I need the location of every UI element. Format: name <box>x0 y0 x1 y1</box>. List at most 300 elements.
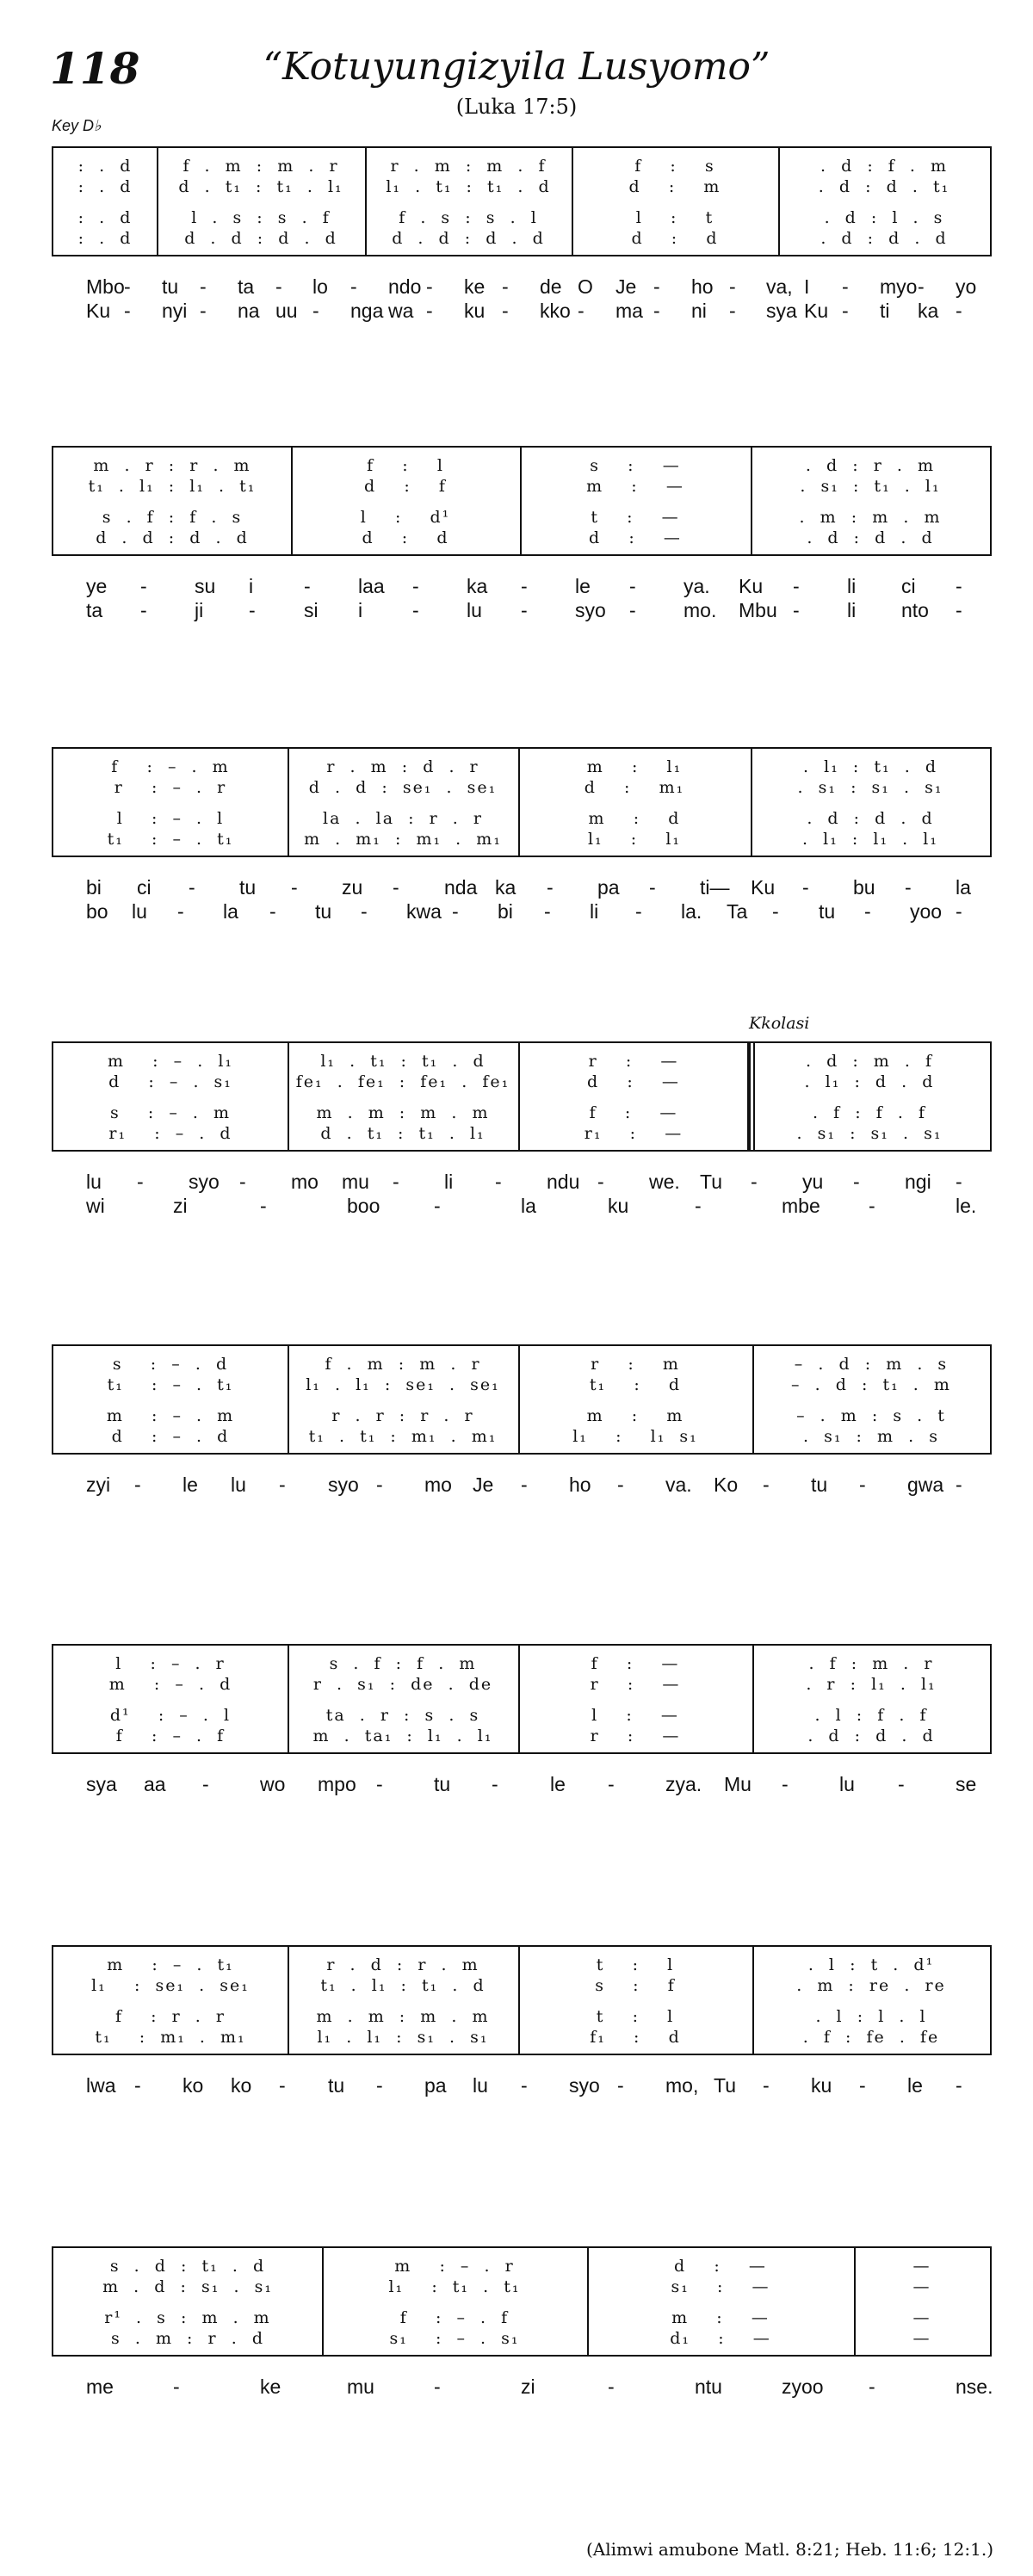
lyric-syllable: I <box>804 275 810 298</box>
solfa-notes: . d : r . m <box>805 456 936 475</box>
lyric-syllable: mo. <box>684 599 717 621</box>
lyric-syllable: kwa <box>406 900 442 923</box>
lyric-syllable: zyi <box>86 1473 111 1496</box>
voice-line <box>53 2257 990 2276</box>
lyric-syllable: lo <box>312 275 328 298</box>
lyric-syllable: gwa <box>907 1473 944 1496</box>
lyric-syllable: nda <box>444 876 478 899</box>
solfa-notes: s . f : f . s <box>102 508 243 527</box>
solfa-notes: : . d <box>77 229 133 248</box>
solfa-notes: l : t <box>635 208 714 227</box>
solfa-notes: d : – . s₁ <box>108 1072 232 1091</box>
lyric-syllable: - <box>905 876 912 899</box>
solfa-notes: : . d <box>77 208 133 227</box>
key-signature: Key D♭ <box>52 117 102 134</box>
solfa-notes: m : – . t₁ <box>107 1955 234 1974</box>
lyric-syllable: zi <box>521 2375 535 2398</box>
lyric-syllable: Tu <box>714 2074 736 2097</box>
solfa-notes: . f : f . f <box>813 1103 926 1122</box>
lyric-syllable: - <box>729 275 736 298</box>
lyric-syllable: - <box>304 575 311 597</box>
solfa-notes: s . m : r . d <box>111 2329 264 2348</box>
solfa-notes: : . d <box>77 157 133 176</box>
voice-line <box>53 2028 990 2047</box>
solfa-notes: m : l₁ <box>586 757 683 776</box>
lyric-syllable: bu <box>853 876 875 899</box>
lyric-syllable: ndo <box>388 275 422 298</box>
lyric-syllable: - <box>956 1473 962 1496</box>
lyric-syllable: Mbo <box>86 275 125 298</box>
lyric-syllable: ta <box>86 599 103 621</box>
hymn-title: “Kotuyungizyila Lusyomo” <box>263 45 770 89</box>
solfa-notes: f : – . f <box>399 2308 510 2327</box>
lyric-syllable: la <box>956 876 971 899</box>
lyric-syllable: nga <box>350 300 384 322</box>
solfa-notes: . l₁ : l₁ . l₁ <box>802 830 938 849</box>
lyric-syllable: - <box>695 1195 702 1217</box>
lyric-syllable: syo <box>575 599 606 621</box>
music-system <box>52 2246 992 2357</box>
lyric-syllable: - <box>793 599 800 621</box>
lyric-syllable: - <box>898 1773 905 1795</box>
solfa-notes: l₁ . t₁ : t₁ . d <box>320 1052 486 1071</box>
lyric-syllable: - <box>918 275 925 298</box>
lyric-syllable: - <box>434 1195 441 1217</box>
lyric-syllable: - <box>772 900 779 923</box>
solfa-notes: l . s : s . f <box>191 208 331 227</box>
lyric-syllable: - <box>134 2074 141 2097</box>
solfa-notes: s : f <box>595 1976 676 1995</box>
solfa-notes: l₁ : t₁ . t₁ <box>388 2277 521 2296</box>
lyric-syllable: - <box>502 300 509 322</box>
music-system <box>52 446 992 556</box>
lyric-syllable: - <box>426 300 433 322</box>
lyric-syllable: - <box>635 900 642 923</box>
solfa-notes: r . d : r . m <box>326 1955 479 1974</box>
lyric-syllable: Je <box>473 1473 494 1496</box>
music-system <box>52 747 992 857</box>
solfa-notes: . s₁ : s₁ . s₁ <box>797 778 943 797</box>
lyric-syllable: ta <box>238 275 255 298</box>
solfa-notes: r . m : d . r <box>326 757 479 776</box>
lyric-syllable: Tu <box>700 1171 722 1193</box>
solfa-notes: d : — <box>589 528 682 547</box>
lyric-syllable: - <box>782 1773 789 1795</box>
solfa-notes: – . m : s . t <box>796 1406 946 1425</box>
lyric-syllable: wa <box>388 300 414 322</box>
lyric-syllable: syo <box>569 2074 600 2097</box>
solfa-notes: m : d <box>588 809 681 828</box>
voice-line <box>53 1124 990 1143</box>
solfa-notes: l₁ : se₁ . se₁ <box>91 1976 250 1995</box>
lyric-syllable: mbe <box>782 1195 820 1217</box>
lyric-syllable: - <box>629 599 636 621</box>
lyric-syllable: Ta <box>727 900 748 923</box>
voice-line <box>53 2277 990 2296</box>
voice-line <box>53 177 990 196</box>
solfa-notes: m . r : r . m <box>93 456 251 475</box>
solfa-notes: . l : f . f <box>814 1706 928 1725</box>
solfa-notes: r : – . r <box>114 778 227 797</box>
solfa-notes: d . d : se₁ . se₁ <box>308 778 498 797</box>
lyric-syllable: bi <box>86 876 102 899</box>
solfa-notes: d : — <box>587 1072 680 1091</box>
lyric-syllable: - <box>956 1171 962 1193</box>
lyric-syllable: yoo <box>910 900 943 923</box>
lyric-syllable: syo <box>328 1473 359 1496</box>
solfa-notes: t₁ . l₁ : t₁ . d <box>320 1976 486 1995</box>
solfa-notes: m . m₁ : m₁ . m₁ <box>304 830 502 849</box>
voice-line <box>53 1727 990 1745</box>
solfa-notes: . m : re . re <box>796 1976 946 1995</box>
lyric-syllable: - <box>956 575 962 597</box>
lyric-syllable: yo <box>956 275 977 298</box>
lyric-syllable: - <box>376 1773 383 1795</box>
lyric-syllable: ti— <box>700 876 730 899</box>
lyric-syllable: Ko <box>714 1473 739 1496</box>
solfa-notes: t₁ . l₁ : l₁ . t₁ <box>88 477 257 496</box>
lyric-syllable: boo <box>347 1195 380 1217</box>
lyric-syllable: le <box>907 2074 923 2097</box>
lyric-syllable: Ku <box>751 876 776 899</box>
solfa-notes: l₁ : l₁ <box>587 830 682 849</box>
solfa-notes: t₁ : d <box>589 1375 682 1394</box>
solfa-notes: f . m : m . r <box>325 1355 481 1374</box>
solfa-notes: . l₁ : d . d <box>804 1072 935 1091</box>
lyric-syllable: ma <box>615 300 643 322</box>
lyric-syllable: pa <box>424 2074 447 2097</box>
solfa-notes: s : – . m <box>109 1103 232 1122</box>
solfa-notes: . d : d . d <box>807 528 934 547</box>
lyric-syllable: - <box>859 2074 866 2097</box>
lyric-syllable: si <box>304 599 319 621</box>
solfa-notes: f₁ : d <box>590 2028 681 2047</box>
lyric-syllable: - <box>608 1773 615 1795</box>
lyric-syllable: ci <box>901 575 916 597</box>
voice-line <box>53 477 990 496</box>
solfa-notes: t : l <box>596 1955 675 1974</box>
solfa-notes: m : — <box>671 2308 770 2327</box>
lyric-line <box>0 1473 1033 1498</box>
lyric-syllable: - <box>793 575 800 597</box>
lyric-syllable: - <box>495 1171 502 1193</box>
lyric-syllable: - <box>629 575 636 597</box>
lyric-syllable: nyi <box>162 300 188 322</box>
lyric-syllable: la. <box>681 900 702 923</box>
solfa-notes: s . f : f . m <box>329 1654 477 1673</box>
solfa-notes: m : – . m <box>106 1406 235 1425</box>
voice-line <box>53 1675 990 1694</box>
voice-line <box>53 208 990 227</box>
solfa-notes: . d : f . m <box>820 157 949 176</box>
lyric-syllable: lu <box>467 599 482 621</box>
lyric-syllable: - <box>140 599 147 621</box>
solfa-notes: s : — <box>590 456 681 475</box>
lyric-syllable: su <box>195 575 216 597</box>
voice-line <box>53 1976 990 1995</box>
lyric-syllable: ya. <box>684 575 710 597</box>
lyric-syllable: le. <box>956 1195 977 1217</box>
solfa-notes: f . m : m . r <box>182 157 339 176</box>
lyric-syllable: - <box>547 876 554 899</box>
solfa-notes: r₁ : – . d <box>108 1124 232 1143</box>
solfa-notes: l : – . r <box>115 1654 226 1673</box>
lyric-syllable: - <box>521 2074 528 2097</box>
solfa-notes: l : – . l <box>116 809 225 828</box>
lyric-syllable: - <box>312 300 319 322</box>
solfa-notes: d . d : d . d <box>392 229 545 248</box>
solfa-notes: s₁ : – . s₁ <box>389 2329 520 2348</box>
lyric-syllable: - <box>249 599 256 621</box>
lyric-syllable: - <box>361 900 368 923</box>
voice-line <box>53 778 990 797</box>
lyric-syllable: - <box>842 300 849 322</box>
lyric-syllable: ka <box>918 300 939 322</box>
lyric-syllable: - <box>521 575 528 597</box>
lyric-syllable: la <box>223 900 238 923</box>
lyric-syllable: - <box>177 900 184 923</box>
solfa-notes: . l : t . d¹ <box>807 1955 935 1974</box>
solfa-notes: d . d : d . d <box>96 528 249 547</box>
lyric-syllable: zyoo <box>782 2375 824 2398</box>
lyric-syllable: Mbu <box>739 599 777 621</box>
lyric-syllable: wi <box>86 1195 105 1217</box>
lyric-syllable: tu <box>328 2074 345 2097</box>
lyric-syllable: kko <box>540 300 571 322</box>
voice-line <box>53 1072 990 1091</box>
lyric-syllable: de <box>540 275 562 298</box>
solfa-notes: ta . r : s . s <box>325 1706 480 1725</box>
solfa-notes: t₁ : – . t₁ <box>107 1375 234 1394</box>
solfa-notes: — <box>912 2308 931 2327</box>
lyric-syllable: - <box>763 1473 770 1496</box>
lyric-syllable: mo <box>424 1473 452 1496</box>
voice-line <box>53 229 990 248</box>
voice-line <box>53 1406 990 1425</box>
lyric-syllable: - <box>137 1171 144 1193</box>
voice-line <box>53 2308 990 2327</box>
lyric-syllable: - <box>869 1195 875 1217</box>
solfa-notes: r : — <box>588 1052 679 1071</box>
lyric-line <box>0 876 1033 900</box>
music-system <box>52 146 992 256</box>
lyric-syllable: - <box>140 575 147 597</box>
solfa-notes: s : – . d <box>112 1355 229 1374</box>
lyric-syllable: - <box>544 900 551 923</box>
lyric-syllable: - <box>617 1473 624 1496</box>
lyric-syllable: - <box>275 275 282 298</box>
lyric-syllable: mo, <box>665 2074 699 2097</box>
solfa-notes: . d : d . d <box>807 809 934 828</box>
lyric-syllable: bi <box>498 900 513 923</box>
lyric-syllable: zya. <box>665 1773 702 1795</box>
lyric-syllable: - <box>279 1473 286 1496</box>
lyric-syllable: tu <box>239 876 257 899</box>
lyric-syllable: myo <box>880 275 918 298</box>
solfa-notes: f : — <box>591 1654 680 1673</box>
lyric-line <box>0 2074 1033 2098</box>
lyric-syllable: la <box>521 1195 536 1217</box>
solfa-notes: . m : m . m <box>799 508 942 527</box>
lyric-syllable: - <box>291 876 298 899</box>
solfa-notes: f : – . f <box>115 1727 226 1745</box>
lyric-syllable: va. <box>665 1473 692 1496</box>
solfa-notes: d . t₁ : t₁ . l₁ <box>320 1124 486 1143</box>
lyric-line <box>0 1195 1033 1219</box>
lyric-syllable: lu <box>839 1773 855 1795</box>
solfa-notes: m : – . l₁ <box>107 1052 234 1071</box>
footer-reference: (Alimwi amubone Matl. 8:21; Heb. 11:6; 12:1.) <box>586 2539 993 2560</box>
solfa-notes: . s₁ : t₁ . l₁ <box>800 477 941 496</box>
lyric-syllable: - <box>200 300 207 322</box>
music-system <box>52 1344 992 1455</box>
voice-line <box>53 2329 990 2348</box>
voice-line <box>53 157 990 176</box>
lyric-syllable: Mu <box>724 1773 752 1795</box>
lyric-syllable: - <box>653 300 660 322</box>
lyric-line <box>0 900 1033 924</box>
lyric-syllable: mu <box>342 1171 369 1193</box>
lyric-syllable: - <box>956 300 962 322</box>
voice-line <box>53 1955 990 1974</box>
lyric-syllable: - <box>173 2375 180 2398</box>
lyric-line <box>0 1171 1033 1195</box>
lyric-syllable: - <box>202 1773 209 1795</box>
voice-line <box>53 1355 990 1374</box>
lyric-syllable: lu <box>231 1473 246 1496</box>
lyric-syllable: - <box>376 1473 383 1496</box>
lyric-syllable: - <box>269 900 276 923</box>
solfa-notes: d : f <box>364 477 447 496</box>
lyric-syllable: ku <box>608 1195 629 1217</box>
lyric-syllable: - <box>492 1773 498 1795</box>
lyric-syllable: - <box>653 275 660 298</box>
solfa-notes: — <box>912 2329 931 2348</box>
lyric-syllable: - <box>617 2074 624 2097</box>
lyric-syllable: - <box>452 900 459 923</box>
voice-line <box>53 1706 990 1725</box>
lyric-syllable: ni <box>691 300 707 322</box>
lyric-syllable: yu <box>802 1171 824 1193</box>
solfa-notes: d . d : d . d <box>184 229 337 248</box>
solfa-notes: d : m <box>628 177 721 196</box>
lyric-syllable: Ku <box>804 300 829 322</box>
solfa-notes: r¹ . s : m . m <box>104 2308 271 2327</box>
solfa-notes: . d : d . t₁ <box>818 177 950 196</box>
lyric-syllable: - <box>239 1171 246 1193</box>
solfa-notes: f : l <box>367 456 444 475</box>
lyric-syllable: Je <box>615 275 637 298</box>
solfa-notes: m : — <box>586 477 684 496</box>
music-system <box>52 1041 992 1152</box>
lyric-syllable: lu <box>132 900 147 923</box>
lyric-syllable: - <box>578 300 585 322</box>
solfa-notes: d : — <box>674 2257 767 2276</box>
lyric-syllable: nto <box>901 599 929 621</box>
lyric-syllable: ji <box>195 599 204 621</box>
solfa-notes: t₁ : m₁ . m₁ <box>95 2028 246 2047</box>
lyric-syllable: - <box>521 1473 528 1496</box>
solfa-notes: . d : d . d <box>820 229 948 248</box>
lyric-syllable: sya <box>766 300 797 322</box>
lyric-syllable: - <box>869 2375 875 2398</box>
lyric-syllable: - <box>124 275 131 298</box>
lyric-syllable: - <box>434 2375 441 2398</box>
scripture-reference: (Luka 17:5) <box>455 95 578 119</box>
lyric-syllable: le <box>550 1773 566 1795</box>
lyric-syllable: - <box>393 876 399 899</box>
lyric-syllable: ci <box>137 876 152 899</box>
voice-line <box>53 1427 990 1446</box>
solfa-notes: r₁ : — <box>584 1124 684 1143</box>
lyric-syllable: lwa <box>86 2074 116 2097</box>
solfa-notes: m : – . r <box>394 2257 515 2276</box>
lyric-syllable: - <box>134 1473 141 1496</box>
solfa-notes: t : l <box>596 2007 675 2026</box>
lyric-syllable: ho <box>569 1473 591 1496</box>
lyric-syllable: na <box>238 300 260 322</box>
lyric-syllable: mpo <box>318 1773 356 1795</box>
lyric-syllable: le <box>575 575 591 597</box>
solfa-notes: s₁ : — <box>671 2277 770 2296</box>
lyric-syllable: Ku <box>739 575 764 597</box>
lyric-line <box>0 1773 1033 1797</box>
solfa-notes: d : m₁ <box>584 778 685 797</box>
lyric-line <box>0 599 1033 623</box>
lyric-syllable: - <box>853 1171 860 1193</box>
lyric-syllable: se <box>956 1773 977 1795</box>
lyric-syllable: - <box>350 275 357 298</box>
lyric-syllable: - <box>376 2074 383 2097</box>
solfa-notes: s . d : t₁ . d <box>109 2257 266 2276</box>
lyric-syllable: zu <box>342 876 363 899</box>
lyric-syllable: ho <box>691 275 714 298</box>
lyric-syllable: ngi <box>905 1171 931 1193</box>
lyric-syllable: O <box>578 275 593 298</box>
solfa-notes: d . t₁ : t₁ . l₁ <box>178 177 343 196</box>
lyric-syllable: ye <box>86 575 108 597</box>
lyric-syllable: - <box>802 876 809 899</box>
voice-line <box>53 809 990 828</box>
lyric-syllable: tu <box>434 1773 451 1795</box>
lyric-syllable: - <box>124 300 131 322</box>
voice-line <box>53 2007 990 2026</box>
solfa-notes: l₁ : l₁ s₁ <box>572 1427 698 1446</box>
lyric-syllable: we. <box>649 1171 680 1193</box>
solfa-notes: la . la : r . r <box>323 809 483 828</box>
solfa-notes: . l₁ : t₁ . d <box>803 757 937 776</box>
lyric-syllable: - <box>729 300 736 322</box>
voice-line <box>53 830 990 849</box>
lyric-syllable: - <box>864 900 871 923</box>
lyric-syllable: pa <box>597 876 620 899</box>
voice-line <box>53 757 990 776</box>
solfa-notes: m : m <box>586 1406 684 1425</box>
lyric-syllable: - <box>859 1473 866 1496</box>
lyric-syllable: syo <box>189 1171 220 1193</box>
lyric-syllable: lu <box>86 1171 102 1193</box>
lyric-syllable: laa <box>358 575 385 597</box>
solfa-notes: — <box>912 2277 931 2296</box>
solfa-notes: . f : fe . fe <box>802 2028 940 2047</box>
lyric-syllable: ka <box>495 876 516 899</box>
lyric-syllable: - <box>956 2074 962 2097</box>
lyric-syllable: - <box>393 1171 399 1193</box>
solfa-notes: l₁ . l₁ : s₁ . s₁ <box>317 2028 489 2047</box>
solfa-notes: f . s : s . l <box>399 208 538 227</box>
lyric-syllable: - <box>260 1195 267 1217</box>
solfa-notes: m . ta₁ : l₁ . l₁ <box>312 1727 493 1745</box>
